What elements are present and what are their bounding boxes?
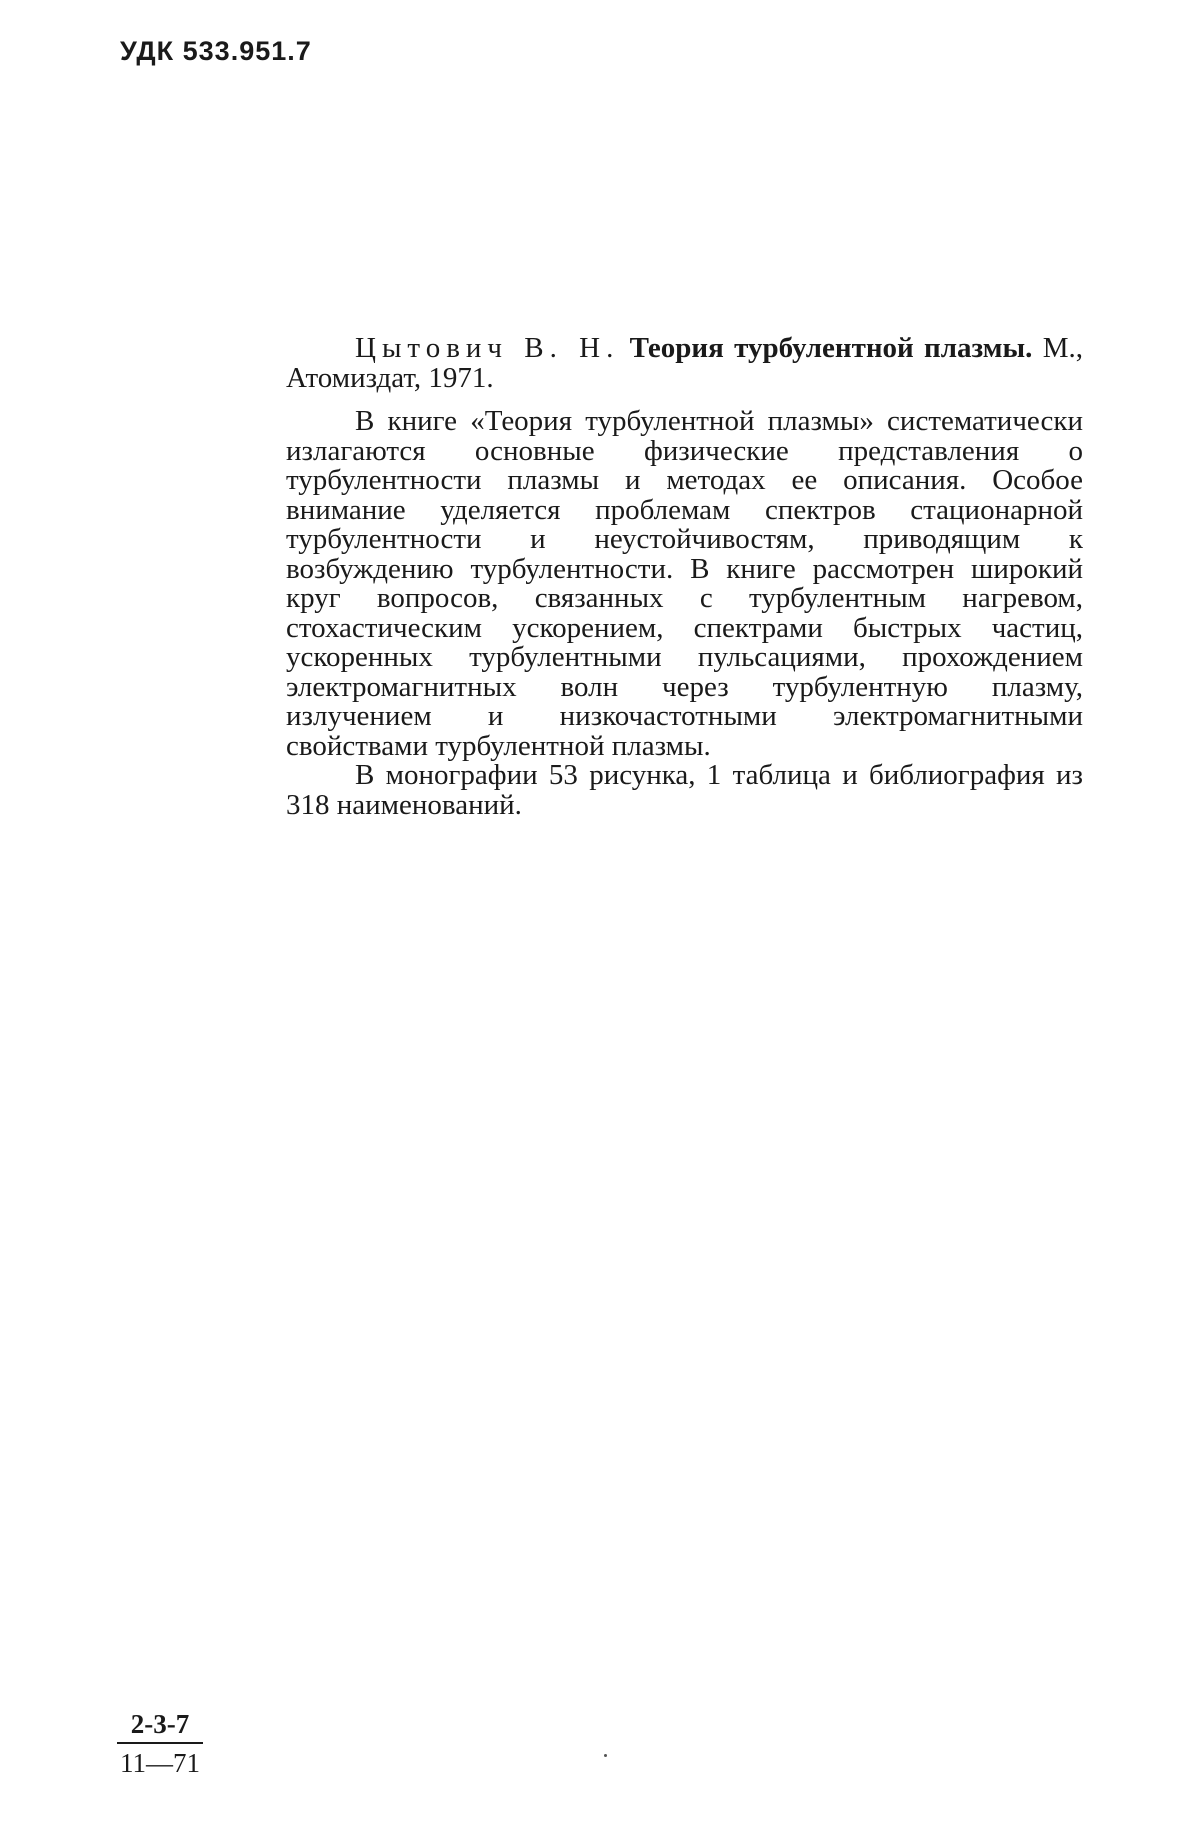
abstract-paragraph-stats: В монографии 53 рисунка, 1 таблица и библиография из 318 наименований. xyxy=(286,759,1083,821)
annotation-block xyxy=(286,334,1083,820)
publisher-code-denominator: 11—71 xyxy=(120,1748,200,1778)
publisher-code-numerator: 2-3-7 xyxy=(117,1709,203,1744)
citation-author: Цытович В. Н. xyxy=(355,332,620,364)
page-mark xyxy=(604,1754,607,1757)
abstract-paragraph: В книге «Теория турбулентной плазмы» систематически излагаются основные физические представления о турбулентности плазмы и методах ее описания. Особое внимание уделяется проблемам спектров стационарной турбулентности и неустойчивостям, приводящим к возбуждению турбулентности. В книге рассмотрен широкий круг вопросов, связанных с турбулентным нагревом, стохастическим ускорением, спектрами быстрых частиц, ускоренных турбулентными пульсациями, прохождением электромагнитных волн через турбулентную плазму, излучением и низкочастотными электромагнитными свойствами турбулентной плазмы. xyxy=(286,405,1083,762)
citation-imprint: М., Атомиздат, 1971. xyxy=(286,332,1084,394)
bibliographic-citation xyxy=(286,334,1083,393)
udk-classification: УДК 533.951.7 xyxy=(120,36,312,66)
publisher-code xyxy=(117,1709,203,1779)
citation-title: Теория турбулентной плазмы. xyxy=(629,332,1033,364)
